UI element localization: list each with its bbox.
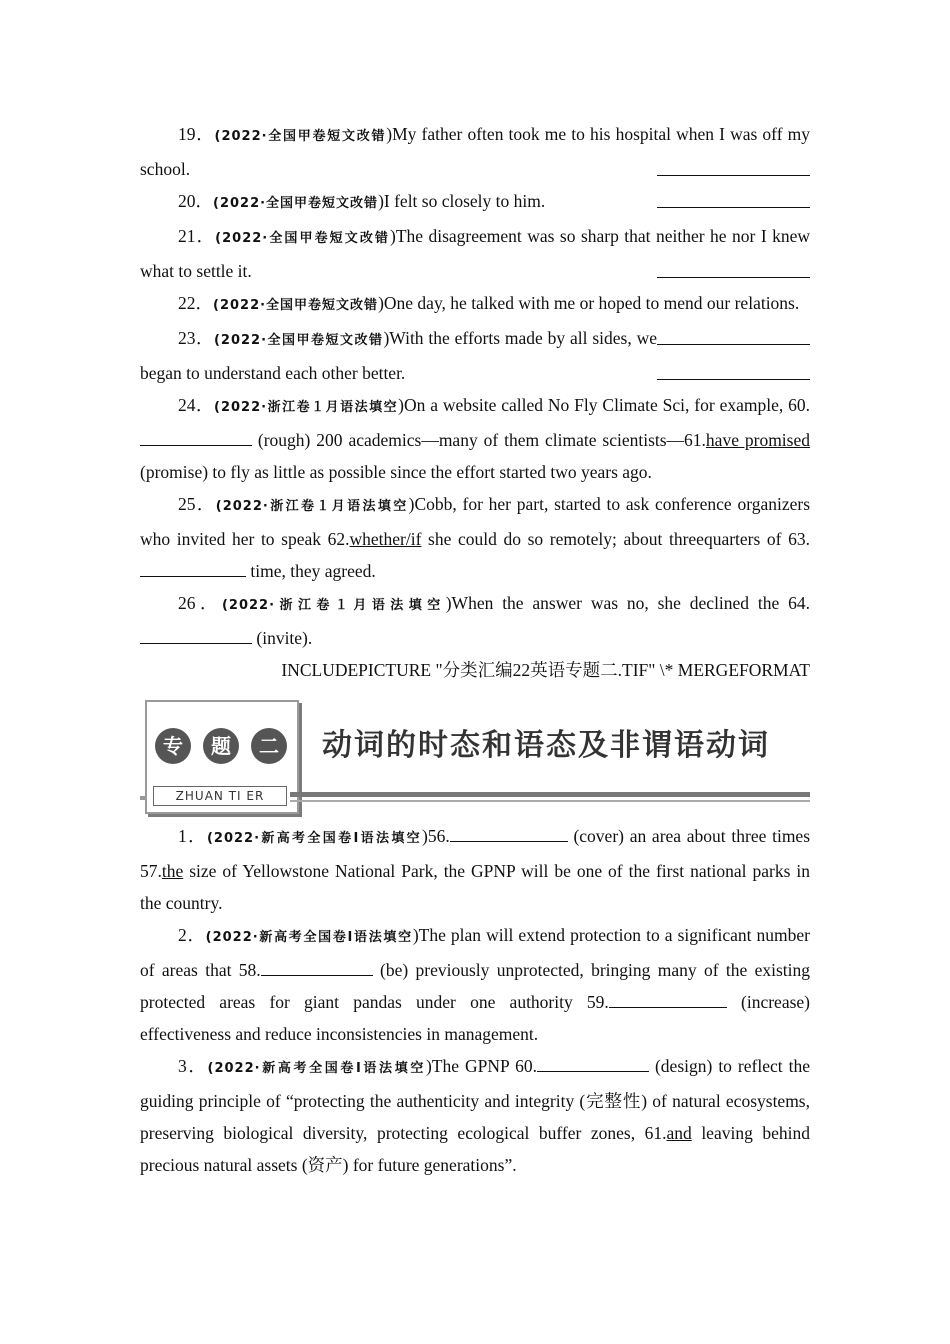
question-number: 19． (178, 124, 215, 144)
question-text: (increase) effectiveness and reduce inconsistencies in management. (140, 992, 810, 1044)
question-25 (140, 488, 810, 587)
question-source: (2022·浙江卷１月语法填空 (221, 598, 446, 613)
badge-pinyin: ZHUAN TI ER (153, 786, 287, 806)
question-text: (be) previously unprotected, bringing many of the existing protected areas for giant pandas under one authority 59. (140, 960, 810, 1012)
question-source: (2022·全国甲卷短文改错 (213, 196, 379, 211)
question-3 (140, 1050, 810, 1181)
section-title: 动词的时态和语态及非谓语动词 (322, 728, 770, 763)
page-content (140, 118, 810, 1181)
question-text: )The plan will extend protection to a significant number of areas that 58. (140, 925, 811, 980)
topic-badge (145, 700, 299, 814)
include-picture-field: INCLUDEPICTURE "分类汇编22英语专题二.TIF" \* MERGEFORMAT (281, 660, 810, 680)
question-number: 21． (178, 226, 216, 246)
question-text: )When the answer was no, she declined the 64. (445, 593, 811, 613)
badge-char-2: 题 (203, 728, 239, 764)
question-2 (140, 919, 810, 1050)
section-2-questions (140, 820, 810, 1181)
question-22 (140, 287, 810, 322)
question-text: )The disagreement was so sharp that neither he nor I knew what to settle it. (140, 226, 811, 281)
question-20 (140, 185, 810, 220)
answer-blank-59[interactable] (609, 989, 727, 1008)
answer-blank[interactable] (657, 359, 810, 380)
question-text: (cover) an area about three times 57. (140, 826, 811, 881)
question-text: )My father often took me to his hospital when I was off my school. (140, 124, 811, 179)
question-text: she could do so remotely; about threequarters of 63. (421, 529, 810, 549)
badge-char-1: 专 (155, 728, 191, 764)
question-text: leaving behind precious natural assets (资产) for future generations”. (140, 1123, 810, 1175)
question-19 (140, 118, 810, 185)
question-text: (design) to reflect the guiding principle of “protecting the authenticity and integrity (完整性) of natural ecosystems, preserving biological diversity, protecting ecological buffer zones, 61. (140, 1056, 810, 1143)
question-number: 23． (178, 328, 214, 348)
question-number: 24． (178, 395, 215, 415)
question-text: (invite). (252, 628, 313, 648)
answer-61: have promised (705, 430, 810, 450)
question-text: )One day, he talked with me or hoped to mend our relations. (378, 293, 800, 313)
answer-blank[interactable] (657, 324, 810, 345)
question-source: (2022·全国甲卷短文改错 (213, 333, 384, 348)
answer-57: the (161, 861, 184, 881)
question-number: 26． (178, 593, 222, 613)
answer-blank[interactable] (657, 155, 810, 176)
question-text: )On a website called No Fly Climate Sci, for example, 60. (398, 395, 810, 415)
question-number: 3． (178, 1056, 208, 1076)
question-source: (2022·浙江卷１月语法填空 (215, 499, 409, 514)
question-text: )Cobb, for her part, started to ask conference organizers who invited her to speak 62. (140, 494, 811, 549)
question-source: (2022·全国甲卷短文改错 (213, 298, 379, 313)
question-text: (promise) to fly as little as possible since the effort started two years ago. (140, 462, 652, 482)
answer-blank-63[interactable] (140, 558, 246, 577)
question-text: )With the efforts made by all sides, we began to understand each other better. (140, 328, 658, 383)
question-text: )The GPNP 60. (425, 1056, 537, 1076)
question-number: 20． (178, 191, 213, 211)
question-number: 1． (178, 826, 207, 846)
question-number: 2． (178, 925, 206, 945)
question-text: size of Yellowstone National Park, the GPNP will be one of the first national parks in the country. (140, 861, 810, 913)
answer-62: whether/if (349, 529, 422, 549)
answer-blank-58[interactable] (261, 957, 373, 976)
banner-rule-thin (290, 800, 810, 802)
answer-blank-60[interactable] (537, 1053, 649, 1072)
banner-rule (290, 792, 810, 797)
question-source: (2022·新高考全国卷Ⅰ语法填空 (206, 831, 423, 846)
question-source: (2022·全国甲卷短文改错 (215, 231, 390, 246)
badge-char-3: 二 (251, 728, 287, 764)
question-source: (2022·新高考全国卷Ⅰ语法填空 (205, 930, 413, 945)
question-number: 25． (178, 494, 216, 514)
section-banner (140, 694, 810, 820)
question-1 (140, 820, 810, 919)
question-text: )56. (422, 826, 450, 846)
question-text: time, they agreed. (246, 561, 376, 581)
question-26 (140, 587, 810, 654)
answer-blank-56[interactable] (450, 823, 568, 842)
question-number: 22． (178, 293, 213, 313)
question-21 (140, 220, 810, 287)
question-source: (2022·全国甲卷短文改错 (214, 129, 387, 144)
answer-61: and (666, 1123, 692, 1143)
question-source: (2022·新高考全国卷Ⅰ语法填空 (207, 1061, 426, 1076)
question-source: (2022·浙江卷１月语法填空 (214, 400, 399, 415)
answer-blank[interactable] (657, 187, 810, 208)
question-text: (rough) 200 academics—many of them climate scientists—61. (252, 430, 706, 450)
answer-blank-64[interactable] (140, 625, 252, 644)
question-24 (140, 389, 810, 488)
answer-blank-60[interactable] (140, 427, 252, 446)
question-text: )I felt so closely to him. (378, 191, 546, 211)
answer-blank[interactable] (657, 257, 810, 278)
